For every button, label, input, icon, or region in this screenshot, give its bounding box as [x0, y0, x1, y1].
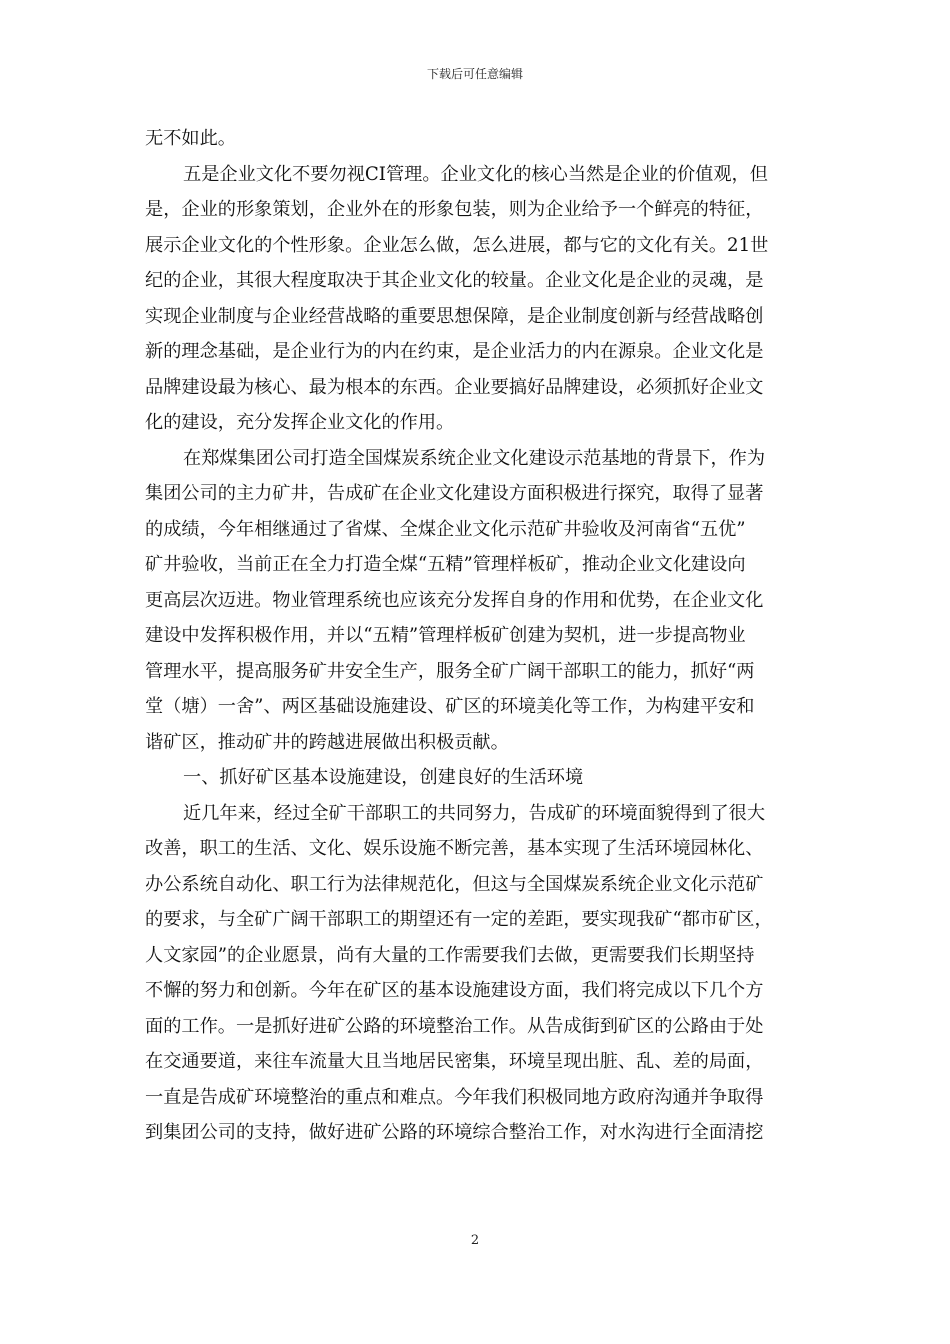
text-line: 展示企业文化的个性形象。企业怎么做，怎么进展，都与它的文化有关。21世 [145, 234, 769, 256]
text-line: 在郑煤集团公司打造全国煤炭系统企业文化建设示范基地的背景下，作为 [183, 447, 766, 469]
text-line: 实现企业制度与企业经营战略的重要思想保障，是企业制度创新与经营战略创 [145, 305, 764, 327]
section-heading: 一、抓好矿区基本设施建设，创建良好的生活环境 [183, 767, 584, 788]
text-line: 新的理念基础，是企业行为的内在约束，是企业活力的内在源泉。企业文化是 [145, 341, 764, 362]
text-line: 堂（塘）一舍”、两区基础设施建设、矿区的环境美化等工作，为构建平安和 [145, 696, 755, 717]
text-line: 无不如此。 [145, 128, 236, 149]
text-line: 到集团公司的支持，做好进矿公路的环境综合整治工作，对水沟进行全面清挖 [145, 1122, 764, 1143]
text-line: 管理水平，提高服务矿井安全生产，服务全矿广阔干部职工的能力，抓好“两 [145, 660, 755, 682]
text-line: 是，企业的形象策划，企业外在的形象包装，则为企业给予一个鲜亮的特征， [145, 199, 764, 220]
text-line: 谐矿区，推动矿井的跨越进展做出积极贡献。 [145, 731, 509, 753]
text-line: 面的工作。一是抓好进矿公路的环境整治工作。从告成街到矿区的公路由于处 [145, 1015, 764, 1037]
text-line: 建设中发挥积极作用，并以“五精”管理样板矿创建为契机，进一步提高物业 [145, 625, 746, 646]
text-line: 的成绩，今年相继通过了省煤、全煤企业文化示范矿井验收及河南省“五优” [145, 518, 746, 540]
text-line: 办公系统自动化、职工行为法律规范化，但这与全国煤炭系统企业文化示范矿 [145, 873, 764, 895]
text-line: 不懈的努力和创新。今年在矿区的基本设施建设方面，我们将完成以下几个方 [145, 980, 764, 1001]
text-line: 矿井验收，当前正在全力打造全煤“五精”管理样板矿，推动企业文化建设向 [145, 554, 746, 575]
text-line: 近几年来，经过全矿干部职工的共同努力，告成矿的环境面貌得到了很大 [183, 802, 766, 824]
document-body [145, 121, 805, 1151]
text-line: 化的建设，充分发挥企业文化的作用。 [145, 412, 455, 433]
page-header: 下载后可任意编辑 [426, 67, 523, 81]
text-line: 的要求，与全矿广阔干部职工的期望还有一定的差距，要实现我矿“都市矿区， [145, 909, 773, 930]
text-line: 人文家园”的企业愿景，尚有大量的工作需要我们去做，更需要我们长期坚持 [145, 944, 755, 966]
text-line: 更高层次迈进。物业管理系统也应该充分发挥自身的作用和优势，在企业文化 [145, 589, 764, 611]
text-line: 纪的企业，其很大程度取决于其企业文化的较量。企业文化是企业的灵魂，是 [145, 270, 764, 291]
text-line: 在交通要道，来往车流量大且当地居民密集，环境呈现出脏、乱、差的局面， [145, 1051, 764, 1072]
text-line: 改善，职工的生活、文化、娱乐设施不断完善，基本实现了生活环境园林化、 [145, 838, 764, 859]
page-number: 2 [470, 1233, 480, 1248]
text-line: 五是企业文化不要勿视CI管理。企业文化的核心当然是企业的价值观，但 [183, 163, 768, 185]
text-line: 集团公司的主力矿井，告成矿在企业文化建设方面积极进行探究，取得了显著 [145, 483, 764, 504]
text-line: 品牌建设最为核心、最为根本的东西。企业要搞好品牌建设，必须抓好企业文 [145, 376, 764, 398]
text-line: 一直是告成矿环境整治的重点和难点。今年我们积极同地方政府沟通并争取得 [145, 1086, 764, 1108]
